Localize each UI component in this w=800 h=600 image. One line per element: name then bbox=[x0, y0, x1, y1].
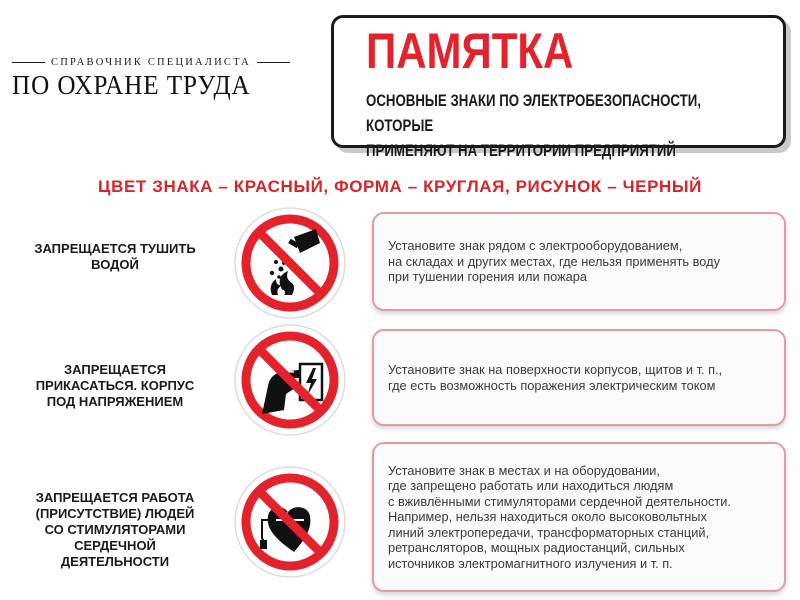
no-water-extinguish-icon bbox=[234, 207, 346, 319]
brand-kicker bbox=[12, 55, 290, 69]
description-line: Например, нельзя находиться около высоковольтных bbox=[388, 509, 707, 525]
description-line: линий электропередачи, трансформаторных станций, bbox=[388, 524, 710, 540]
sign-label-line: ЗАПРЕЩАЕТСЯ ТУШИТЬ bbox=[34, 241, 196, 256]
sign-label-line: СЕРДЕЧНОЙ bbox=[74, 538, 156, 553]
description-line: ретрансляторов, мощных радиостанций, сильных bbox=[388, 540, 685, 556]
sign-label-line: (ПРИСУТСТВИЕ) ЛЮДЕЙ bbox=[35, 506, 195, 521]
sign-label-line: ДЕЯТЕЛЬНОСТИ bbox=[60, 554, 170, 569]
description-line: Установите знак в местах и на оборудовании, bbox=[388, 462, 660, 478]
sign-label-line: ВОДОЙ bbox=[91, 257, 139, 272]
memo-title: ПАМЯТКА bbox=[366, 23, 574, 79]
sign-description-card bbox=[372, 442, 786, 592]
description-line: при тушении горения или пожара bbox=[388, 269, 588, 285]
sign-description-card bbox=[372, 329, 786, 426]
sign-label-line: ПОД НАПРЯЖЕНИЕМ bbox=[46, 394, 184, 409]
description-line: на складах и других местах, где нельзя применять воду bbox=[388, 253, 720, 269]
brand-rule-left bbox=[12, 62, 45, 63]
no-touch-live-housing-icon bbox=[234, 324, 346, 436]
memo-subtitle-line: ОСНОВНЫЕ ЗНАКИ ПО ЭЛЕКТРОБЕЗОПАСНОСТИ, КОТОРЫЕ bbox=[366, 91, 701, 135]
sign-description-text bbox=[388, 362, 722, 393]
sign-label-line: ПРИКАСАТЬСЯ. КОРПУС bbox=[35, 378, 195, 393]
memo-subtitle-line: ПРИМЕНЯЮТ НА ТЕРРИТОРИИ ПРЕДПРИЯТИЙ bbox=[366, 141, 676, 160]
sign-description-card bbox=[372, 212, 786, 311]
brand-title: ПО ОХРАНЕ ТРУДА bbox=[12, 70, 251, 100]
sign-description-text bbox=[388, 463, 731, 572]
no-pacemaker-icon bbox=[234, 466, 346, 578]
section-heading: ЦВЕТ ЗНАКА – КРАСНЫЙ, ФОРМА – КРУГЛАЯ, РИСУНОК – ЧЕРНЫЙ bbox=[98, 177, 702, 196]
sign-label-line: ЗАПРЕЩАЕТСЯ РАБОТА bbox=[35, 490, 195, 505]
sign-label-line: ЗАПРЕЩАЕТСЯ bbox=[63, 362, 167, 377]
description-line: Установите знак на поверхности корпусов, щитов и т. п., bbox=[388, 362, 723, 377]
description-line: где есть возможность поражения электрическим током bbox=[388, 377, 716, 393]
memo-subtitle bbox=[366, 88, 772, 163]
brand-rule-right bbox=[257, 62, 290, 63]
description-line: где запрещено работать или находиться людям bbox=[388, 478, 674, 494]
description-line: Установите знак рядом с электрооборудованием, bbox=[388, 238, 683, 254]
sign-label-line: СО СТИМУЛЯТОРАМИ bbox=[44, 522, 186, 537]
sign-label-no-water bbox=[20, 241, 210, 273]
sign-description-text bbox=[388, 238, 720, 285]
description-line: источников электромагнитного излучения и т. п. bbox=[388, 555, 673, 571]
sign-label-no-touch bbox=[20, 362, 210, 410]
sign-label-no-pacemaker bbox=[20, 490, 210, 570]
description-line: с вживлёнными стимуляторами сердечной деятельности. bbox=[388, 493, 731, 509]
brand-kicker-text: СПРАВОЧНИК СПЕЦИАЛИСТА bbox=[51, 56, 251, 68]
